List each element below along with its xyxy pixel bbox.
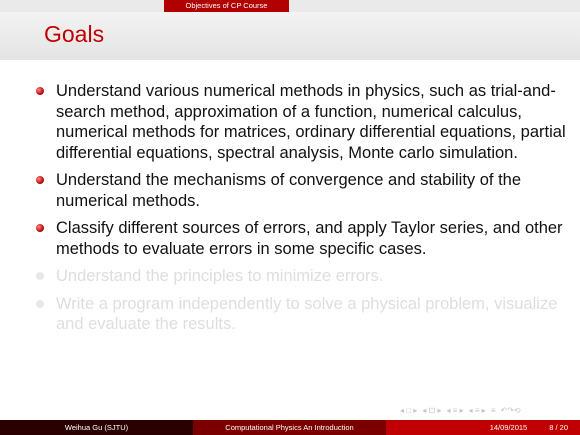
list-item [36,81,566,163]
search-back-icon[interactable]: ↶↷⟲ [500,406,521,415]
appendix-nav-icon[interactable]: ≡ [490,406,496,415]
footer-bar [0,420,580,435]
section-nav-icon[interactable]: ◂ ≡ ▸ [446,406,464,415]
footer-title: Computational Physics An Introduction [193,420,386,435]
list-item [36,170,566,211]
bullet-icon [36,176,44,184]
frame-title: Goals [44,21,105,47]
list-item-text: Understand the mechanisms of convergence and stability of the numerical methods. [56,171,522,210]
footer-right [386,420,580,435]
document-nav-icon[interactable]: ◂ ≡ ▸ [468,406,486,415]
section-navigation-bar [0,0,580,12]
bullet-icon [36,272,44,280]
list-item [36,218,566,259]
frame-nav-icon[interactable]: ◂ □ ▸ [400,406,418,415]
list-item-text: Write a program independently to solve a physical problem, visualize and evaluate the results. [56,294,558,333]
goals-list [36,81,566,342]
list-item-text: Understand various numerical methods in physics, such as trial-and-search method, approximation of a function, numerical calculus, numerical methods for matrices, ordinary differential equations, partial differential equations, spectral analysis, Monte carlo simulation. [56,82,566,162]
footer-page-number: 8 / 20 [549,423,568,432]
bullet-icon [36,300,44,308]
footer-date: 14/09/2015 [489,423,528,432]
list-item-text: Understand the principles to minimize errors. [56,267,384,285]
list-item [36,294,566,335]
current-section-label[interactable]: Objectives of CP Course [164,0,289,12]
list-item-text: Classify different sources of errors, and apply Taylor series, and other methods to evaluate errors in some specific cases. [56,219,563,258]
footer-author: Weihua Gu (SJTU) [0,420,193,435]
bullet-icon [36,224,44,232]
bullet-icon [36,87,44,95]
subsection-nav-icon[interactable]: ◂ ⊡ ▸ [422,406,442,415]
beamer-navigation-controls [400,406,521,415]
list-item [36,266,566,287]
